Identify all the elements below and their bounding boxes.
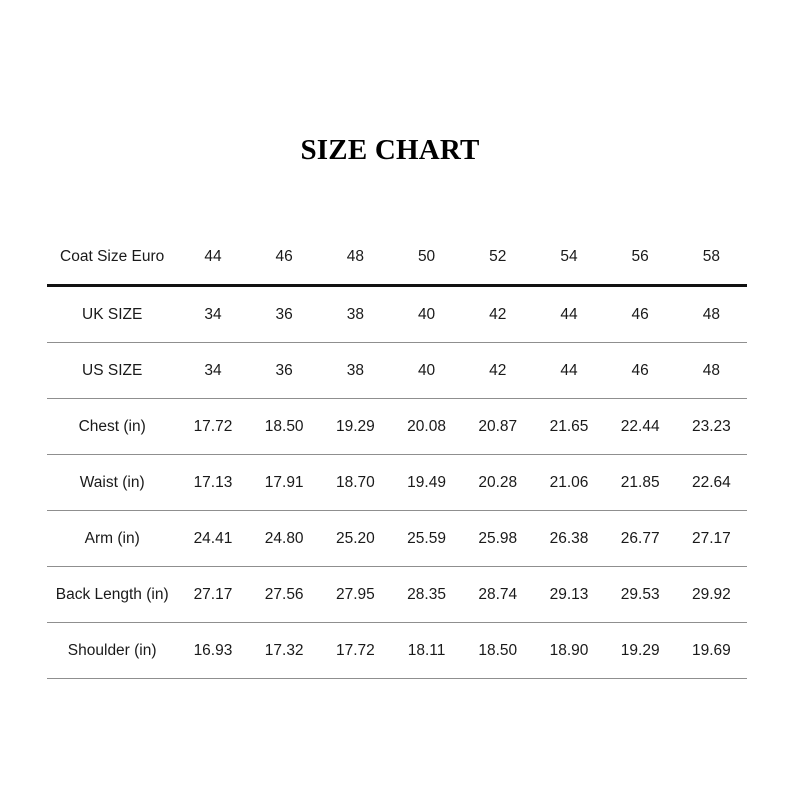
table-cell: 19.29 <box>605 623 676 679</box>
table-cell: 18.70 <box>320 455 391 511</box>
table-cell: 34 <box>177 286 248 343</box>
table-cell: 28.35 <box>391 567 462 623</box>
table-cell: 40 <box>391 343 462 399</box>
row-label: Coat Size Euro <box>47 230 177 286</box>
page-title: SIZE CHART <box>300 134 480 166</box>
header-cell: 54 <box>533 230 604 286</box>
header-cell: 58 <box>676 230 747 286</box>
table-cell: 25.98 <box>462 511 533 567</box>
table-cell: 24.80 <box>249 511 320 567</box>
table-cell: 46 <box>605 286 676 343</box>
header-cell: 50 <box>391 230 462 286</box>
table-cell: 44 <box>533 343 604 399</box>
table-cell: 40 <box>391 286 462 343</box>
table-cell: 17.72 <box>320 623 391 679</box>
header-cell: 44 <box>177 230 248 286</box>
table-cell: 20.28 <box>462 455 533 511</box>
table-cell: 29.53 <box>605 567 676 623</box>
table-cell: 19.29 <box>320 399 391 455</box>
table-cell: 25.20 <box>320 511 391 567</box>
table-cell: 28.74 <box>462 567 533 623</box>
table-cell: 20.08 <box>391 399 462 455</box>
table-cell: 17.91 <box>249 455 320 511</box>
row-label: Chest (in) <box>47 399 177 455</box>
table-cell: 46 <box>605 343 676 399</box>
table-cell: 18.11 <box>391 623 462 679</box>
table-cell: 27.17 <box>676 511 747 567</box>
table-cell: 20.87 <box>462 399 533 455</box>
table-row <box>47 286 747 343</box>
table-cell: 18.50 <box>462 623 533 679</box>
table-cell: 23.23 <box>676 399 747 455</box>
table-cell: 44 <box>533 286 604 343</box>
row-label: UK SIZE <box>47 286 177 343</box>
table-cell: 18.90 <box>533 623 604 679</box>
table-cell: 29.13 <box>533 567 604 623</box>
table-row <box>47 511 747 567</box>
table-cell: 17.13 <box>177 455 248 511</box>
header-cell: 56 <box>605 230 676 286</box>
table-cell: 24.41 <box>177 511 248 567</box>
table-cell: 16.93 <box>177 623 248 679</box>
table-cell: 19.69 <box>676 623 747 679</box>
table-cell: 22.64 <box>676 455 747 511</box>
table-cell: 27.17 <box>177 567 248 623</box>
table-cell: 22.44 <box>605 399 676 455</box>
table-cell: 36 <box>249 286 320 343</box>
row-label: Shoulder (in) <box>47 623 177 679</box>
table-cell: 29.92 <box>676 567 747 623</box>
table-cell: 21.85 <box>605 455 676 511</box>
table-cell: 25.59 <box>391 511 462 567</box>
table-cell: 19.49 <box>391 455 462 511</box>
table-cell: 21.65 <box>533 399 604 455</box>
row-label: US SIZE <box>47 343 177 399</box>
table-cell: 17.32 <box>249 623 320 679</box>
table-cell: 21.06 <box>533 455 604 511</box>
table-cell: 17.72 <box>177 399 248 455</box>
table-cell: 42 <box>462 343 533 399</box>
table-cell: 36 <box>249 343 320 399</box>
table-row <box>47 399 747 455</box>
row-label: Waist (in) <box>47 455 177 511</box>
table-cell: 38 <box>320 286 391 343</box>
table-cell: 18.50 <box>249 399 320 455</box>
table-row <box>47 455 747 511</box>
table-cell: 48 <box>676 286 747 343</box>
table-cell: 27.56 <box>249 567 320 623</box>
header-cell: 46 <box>249 230 320 286</box>
table-row <box>47 623 747 679</box>
table-row <box>47 567 747 623</box>
table-cell: 48 <box>676 343 747 399</box>
header-cell: 52 <box>462 230 533 286</box>
size-chart-table <box>47 230 747 679</box>
table-cell: 34 <box>177 343 248 399</box>
table-cell: 38 <box>320 343 391 399</box>
table-cell: 42 <box>462 286 533 343</box>
row-label: Arm (in) <box>47 511 177 567</box>
table-cell: 26.38 <box>533 511 604 567</box>
table-row <box>47 343 747 399</box>
table-header-row <box>47 230 747 286</box>
header-cell: 48 <box>320 230 391 286</box>
table-cell: 26.77 <box>605 511 676 567</box>
table-cell: 27.95 <box>320 567 391 623</box>
row-label: Back Length (in) <box>47 567 177 623</box>
